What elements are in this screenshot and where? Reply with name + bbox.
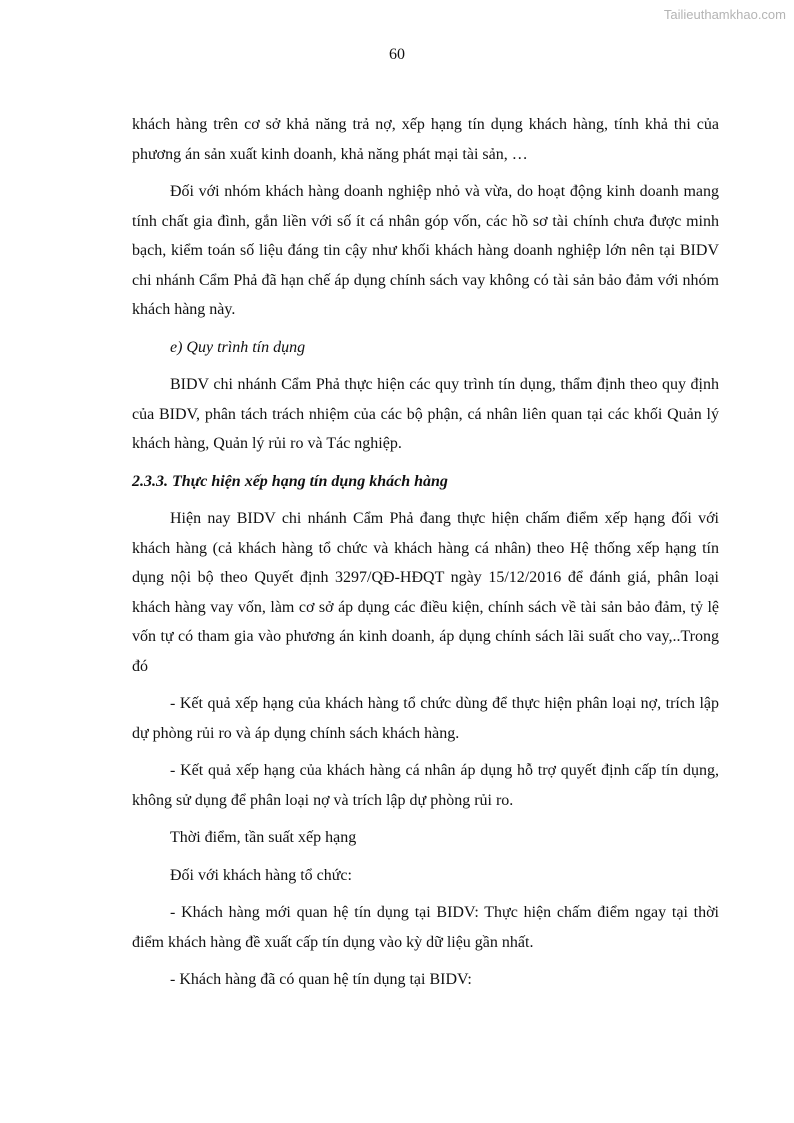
paragraph-continuation: khách hàng trên cơ sở khả năng trả nợ, xếp hạng tín dụng khách hàng, tính khả thi của phương án sản xuất kinh doanh, khả năng phát mại tài sản, … (132, 116, 719, 163)
list-item-existing-customers: - Khách hàng đã có quan hệ tín dụng tại BIDV: (170, 971, 472, 988)
list-item-new-customers: - Khách hàng mới quan hệ tín dụng tại BIDV: Thực hiện chấm điểm ngay tại thời điểm khách hàng đề xuất cấp tín dụng vào kỳ dữ liệu gần nhất. (132, 904, 719, 951)
paragraph-credit-process: BIDV chi nhánh Cẩm Phả thực hiện các quy trình tín dụng, thẩm định theo quy định của BIDV, phân tách trách nhiệm của các bộ phận, cá nhân liên quan tại các khối Quản lý khách hàng, Quản lý rủi ro và Tác nghiệp. (132, 376, 719, 452)
page-number: 60 (389, 46, 405, 63)
watermark: Tailieuthamkhao.com (663, 7, 786, 22)
subsection-heading-credit-process: e) Quy trình tín dụng (170, 338, 306, 356)
paragraph-sme-policy: Đối với nhóm khách hàng doanh nghiệp nhỏ và vừa, do hoạt động kinh doanh mang tính chất gia đình, gắn liền với số ít cá nhân góp vốn, các hồ sơ tài chính chưa được minh bạch, kiểm toán số liệu đáng tin cậy như khối khách hàng doanh nghiệp lớn nên tại BIDV chi nhánh Cẩm Phả đã hạn chế áp dụng chính sách vay không có tài sản bảo đảm với nhóm khách hàng này. (132, 183, 719, 318)
list-item-individual-rating: - Kết quả xếp hạng của khách hàng cá nhân áp dụng hỗ trợ quyết định cấp tín dụng, không sử dụng để phân loại nợ và trích lập dự phòng rủi ro. (132, 762, 719, 809)
document-body (132, 110, 719, 1003)
paragraph-rating-system: Hiện nay BIDV chi nhánh Cẩm Phả đang thực hiện chấm điểm xếp hạng đối với khách hàng (cả khách hàng tổ chức và khách hàng cá nhân) theo Hệ thống xếp hạng tín dụng nội bộ theo Quyết định 3297/QĐ-HĐQT ngày 15/12/2016 để đánh giá, phân loại khách hàng vay vốn, làm cơ sở áp dụng các điều kiện, chính sách về tài sản bảo đảm, tỷ lệ vốn tự có tham gia vào phương án kinh doanh, áp dụng chính sách lãi suất cho vay,..Trong đó (132, 510, 719, 675)
paragraph-org-customers: Đối với khách hàng tổ chức: (170, 866, 352, 884)
list-item-org-rating: - Kết quả xếp hạng của khách hàng tổ chức dùng để thực hiện phân loại nợ, trích lập dự phòng rủi ro và áp dụng chính sách khách hàng. (132, 695, 719, 742)
section-heading-credit-rating: 2.3.3. Thực hiện xếp hạng tín dụng khách hàng (132, 472, 448, 490)
paragraph-timing-frequency: Thời điểm, tần suất xếp hạng (170, 829, 357, 846)
